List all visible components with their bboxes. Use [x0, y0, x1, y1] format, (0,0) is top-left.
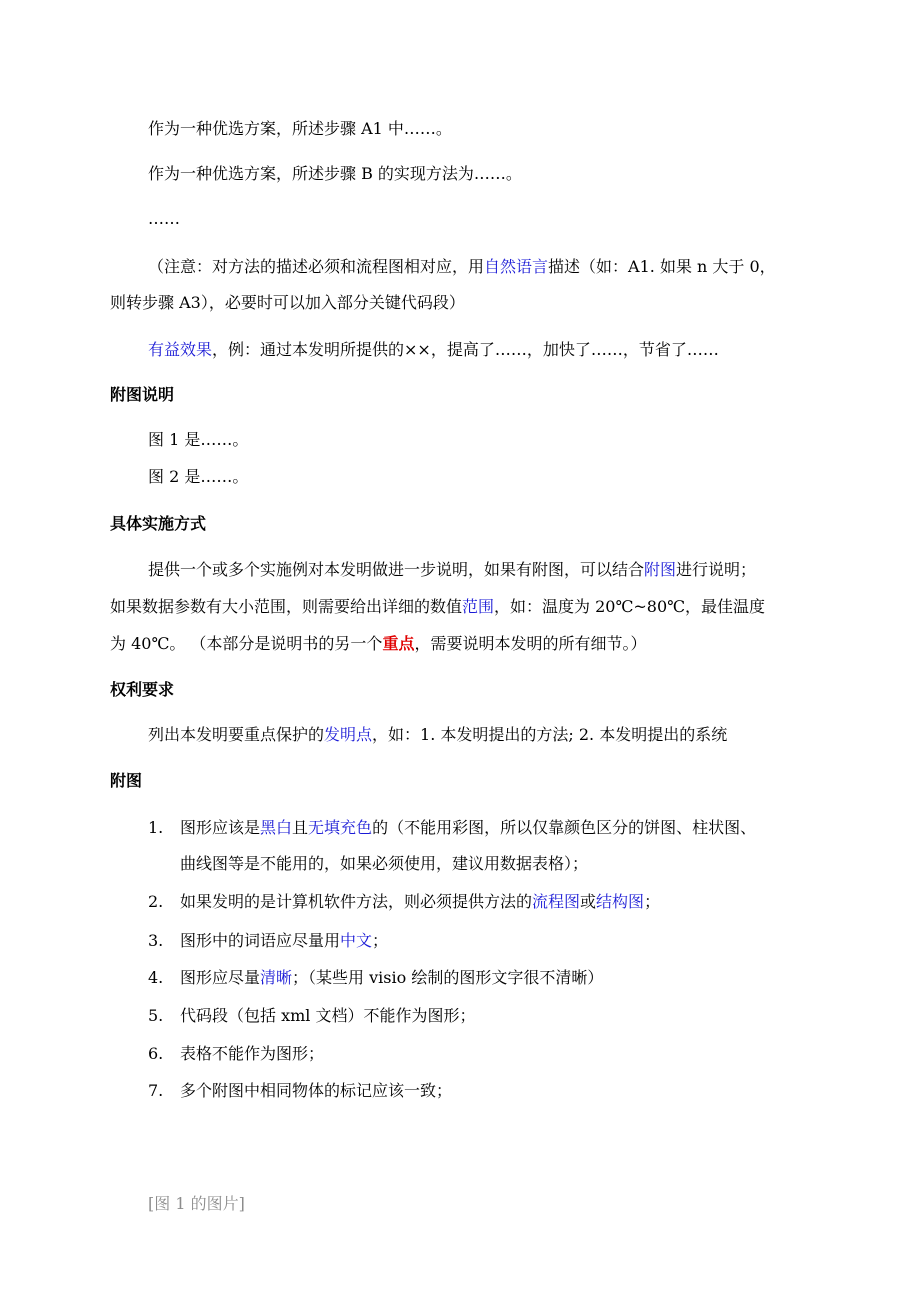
list-text: 图形应尽量: [180, 968, 261, 987]
fig2-desc: 图 2 是……。: [148, 467, 249, 486]
impl-text-cont: ，如：温度为 20℃~80℃，最佳温度: [494, 597, 766, 616]
list-item-5-text: 代码段（包括 xml 文档）不能作为图形；: [180, 1006, 476, 1025]
benefit-line: [148, 339, 719, 361]
list-item-1: [148, 817, 163, 839]
list-item-4: 4.: [148, 968, 164, 987]
fig1-desc: 图 1 是……。: [148, 430, 249, 449]
para-a1: 作为一种优选方案，所述步骤 A1 中……。: [148, 119, 452, 138]
heading-claims: 权利要求: [110, 680, 175, 699]
list-item-2: 2.: [148, 892, 164, 911]
list-item-1-text: [180, 817, 756, 839]
para-ellipsis: ……: [148, 209, 180, 228]
list-text: 且: [292, 818, 309, 837]
structure-diagram-link[interactable]: 结构图: [596, 892, 645, 911]
impl-text: 如果数据参数有大小范围，则需要给出详细的数值: [110, 597, 463, 616]
note-text: （注意：对方法的描述必须和流程图相对应，用: [148, 257, 485, 276]
note-line-1: [148, 256, 776, 278]
invention-point-link[interactable]: 发明点: [324, 725, 373, 744]
chinese-link[interactable]: 中文: [340, 931, 373, 950]
impl-text: 为 40℃。 （本部分是说明书的另一个: [110, 634, 383, 653]
list-text: ；: [644, 892, 661, 911]
heading-figures: 附图: [110, 771, 143, 790]
list-item-7: 7.: [148, 1081, 164, 1100]
list-item-3: 3.: [148, 931, 164, 950]
note-line-2: 则转步骤 A3），必要时可以加入部分关键代码段）: [110, 293, 465, 312]
list-text: ；: [372, 931, 389, 950]
impl-line-3: [110, 633, 646, 655]
list-text: ；（某些用 visio 绘制的图形文字很不清晰）: [292, 968, 604, 987]
claims-text: 列出本发明要重点保护的: [148, 725, 325, 744]
key-point-emphasis: 重点: [382, 634, 415, 653]
list-item-6: 6.: [148, 1044, 164, 1063]
heading-implementation: 具体实施方式: [110, 514, 207, 533]
impl-line-2: [110, 596, 765, 618]
list-item-4-text: [180, 967, 603, 989]
list-number: 1.: [148, 818, 164, 837]
clear-link[interactable]: 清晰: [260, 968, 293, 987]
list-text: 如果发明的是计算机软件方法，则必须提供方法的: [180, 892, 533, 911]
impl-text-cont: 进行说明；: [676, 560, 757, 579]
list-text: 的（不能用彩图，所以仅靠颜色区分的饼图、柱状图、: [372, 818, 757, 837]
list-item-2-text: [180, 891, 660, 913]
note-text-cont: 描述（如：A1. 如果 n 大于 0，: [548, 257, 776, 276]
claims-line: [148, 724, 727, 746]
list-text: 图形中的词语应尽量用: [180, 931, 341, 950]
list-text: 或: [580, 892, 597, 911]
impl-text: 提供一个或多个实施例对本发明做进一步说明，如果有附图，可以结合: [148, 560, 645, 579]
list-item-7-text: 多个附图中相同物体的标记应该一致；: [180, 1081, 453, 1100]
figure-1-placeholder: [图 1 的图片]: [148, 1194, 245, 1213]
impl-line-1: [148, 559, 756, 581]
figure-link[interactable]: 附图: [644, 560, 677, 579]
list-item-1-line-2: 曲线图等是不能用的，如果必须使用，建议用数据表格）；: [180, 854, 589, 873]
heading-figure-description: 附图说明: [110, 385, 175, 404]
benefit-text: ，例：通过本发明所提供的××，提高了……，加快了……，节省了……: [212, 340, 719, 359]
list-item-6-text: 表格不能作为图形；: [180, 1044, 325, 1063]
para-b: 作为一种优选方案，所述步骤 B 的实现方法为……。: [148, 164, 522, 183]
natural-language-link[interactable]: 自然语言: [484, 257, 549, 276]
flowchart-link[interactable]: 流程图: [532, 892, 581, 911]
no-fill-link[interactable]: 无填充色: [308, 818, 373, 837]
range-link[interactable]: 范围: [462, 597, 495, 616]
list-item-5: 5.: [148, 1006, 164, 1025]
list-item-3-text: [180, 930, 388, 952]
black-white-link[interactable]: 黑白: [260, 818, 293, 837]
list-text: 图形应该是: [180, 818, 261, 837]
claims-text-cont: ，如：1. 本发明提出的方法; 2. 本发明提出的系统: [372, 725, 728, 744]
benefit-link[interactable]: 有益效果: [148, 340, 213, 359]
impl-text-cont: ，需要说明本发明的所有细节。）: [414, 634, 647, 653]
